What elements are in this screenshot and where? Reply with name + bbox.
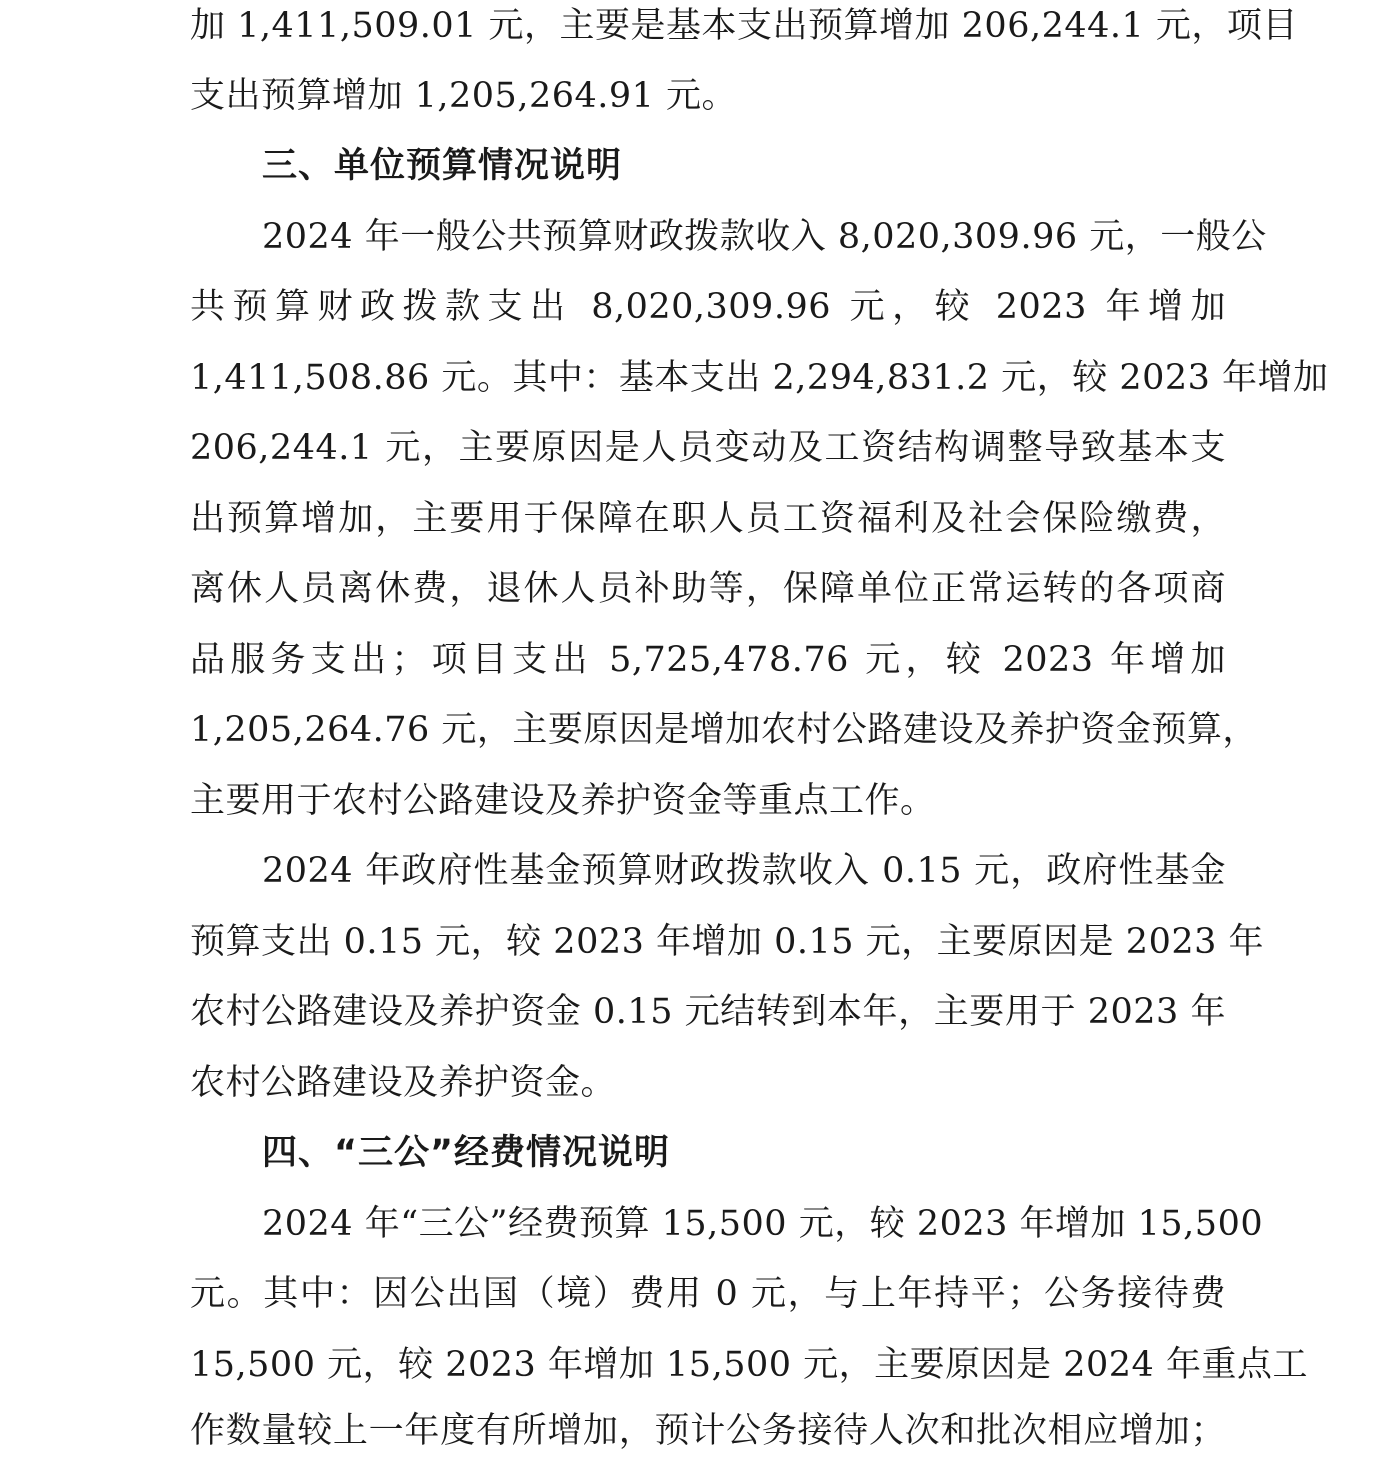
paragraph-line: 1,205,264.76 元，主要原因是增加农村公路建设及养护资金预算， (190, 710, 1258, 750)
paragraph-line: 1,411,508.86 元。其中：基本支出 2,294,831.2 元，较 2023 年增加 (190, 358, 1329, 398)
paragraph-line: 预算支出 0.15 元，较 2023 年增加 0.15 元，主要原因是 2023 年 (190, 922, 1265, 962)
paragraph-line: 支出预算增加 1,205,264.91 元。 (190, 76, 738, 116)
paragraph-line: 出预算增加，主要用于保障在职人员工资福利及社会保险缴费， (190, 499, 1226, 539)
section-heading-4: 四、“三公”经费情况说明 (262, 1133, 671, 1173)
paragraph-line: 作数量较上一年度有所增加，预计公务接待人次和批次相应增加； (190, 1411, 1226, 1451)
paragraph-line: 主要用于农村公路建设及养护资金等重点工作。 (190, 781, 936, 821)
section-heading-3: 三、单位预算情况说明 (262, 146, 623, 186)
paragraph-line: 15,500 元，较 2023 年增加 15,500 元，主要原因是 2024 年重点工 (190, 1345, 1308, 1385)
paragraph-line: 2024 年政府性基金预算财政拨款收入 0.15 元，政府性基金 (262, 851, 1226, 891)
paragraph-line: 品服务支出；项目支出 5,725,478.76 元，较 2023 年增加 (190, 640, 1226, 680)
paragraph-line: 2024 年一般公共预算财政拨款收入 8,020,309.96 元，一般公 (262, 217, 1267, 257)
paragraph-line: 2024 年“三公”经费预算 15,500 元，较 2023 年增加 15,500 (262, 1204, 1264, 1244)
paragraph-line: 农村公路建设及养护资金。 (190, 1063, 617, 1103)
paragraph-line: 加 1,411,509.01 元，主要是基本支出预算增加 206,244.1 元，项目 (190, 6, 1298, 46)
paragraph-line: 农村公路建设及养护资金 0.15 元结转到本年，主要用于 2023 年 (190, 992, 1226, 1032)
paragraph-line: 共预算财政拨款支出 8,020,309.96 元，较 2023 年增加 (190, 287, 1226, 327)
paragraph-line: 离休人员离休费，退休人员补助等，保障单位正常运转的各项商 (190, 569, 1226, 609)
paragraph-line: 元。其中：因公出国（境）费用 0 元，与上年持平；公务接待费 (190, 1274, 1226, 1314)
paragraph-line: 206,244.1 元，主要原因是人员变动及工资结构调整导致基本支 (190, 428, 1226, 468)
